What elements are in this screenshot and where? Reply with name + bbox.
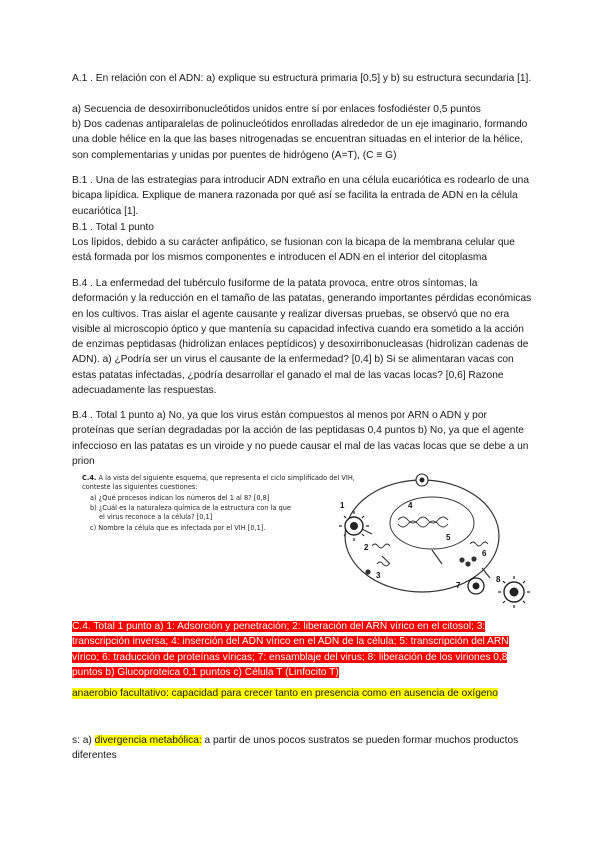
answer-c4 [72, 619, 532, 680]
virus-top-icon [416, 474, 428, 486]
step-label-7: 7 [456, 581, 461, 590]
definition-anaerobio-highlight: anaerobio facultativo: capacidad para crecer tanto en presencia como en ausencia de oxígeno [72, 688, 498, 699]
figure-question-c: c) Nombre la célula que es infectada por el VIH [0,1]. [90, 524, 266, 532]
host-dna-icon [398, 517, 448, 523]
step-label-3: 3 [376, 571, 381, 580]
virus-budding-icon [468, 578, 484, 594]
question-b1: B.1 . Una de las estrategias para introducir ADN extraño en una célula eucariótica es rodearlo de una bicapa lipídica. Explique de manera razonada por qué así se facilita la entrada de ADN en la célula eucariótica [1]. [72, 175, 530, 217]
hiv-cycle-diagram [72, 468, 532, 614]
virus-entering-icon [339, 511, 369, 541]
figure-question-b2: el virus reconoce a la célula? [0,1] [99, 513, 213, 521]
step-label-1: 1 [340, 501, 345, 510]
step-label-8: 8 [496, 575, 501, 584]
definition-divergencia-text: a partir de unos pocos sustratos se pueden formar muchos productos diferentes [72, 735, 519, 762]
answer-b1-total: B.1 . Total 1 punto [72, 222, 154, 233]
definition-divergencia-prefix: s: a) [72, 735, 95, 746]
step-label-6: 6 [482, 549, 487, 558]
step-label-4: 4 [408, 501, 413, 510]
question-b4: B.4 . La enfermedad del tubérculo fusiforme de la patata provoca, entre otros síntomas, la deformación y la reducción en el tamaño de las patatas, generando importantes pérdidas económicas en los cultivos. Tras aislar el agente causante y realizar diversas pruebas, se observó que no era visible al microscopio óptico y que mantenía su capacidad infectiva cuando era sometido a la acción de enzimas peptidasas (hidrolizan enlaces peptídicos) y desoxirribonucleasas (hidrolizan cadenas de ADN). a) ¿Podría ser un virus el causante de la enfermedad? [0,4] b) Si se alimentaran vacas con estas patatas infectadas, ¿podría desarrollar el ganado el mal de las vacas locas? [0,6] Razone adecuadamente las respuestas. [72, 278, 532, 397]
definition-divergencia-term: divergencia metabólica: [94, 735, 202, 746]
answer-b4: B.4 . Total 1 punto a) No, ya que los virus están compuestos al menos por ARN o ADN y por proteínas que serían degradadas por la acción de las peptidasas 0,4 puntos b) No, ya que el agente infeccioso en las patatas es un viroide y no puede causar el mal de las vacas locas que se debe a un prion [72, 410, 529, 467]
figure-question-a: a) ¿Qué procesos indican los números del 1 al 8? [0,8] [90, 494, 270, 502]
definition-anaerobio [72, 686, 532, 701]
answer-a1-a: a) Secuencia de desoxirribonucleótidos unidos entre sí por enlaces fosfodiéster 0,5 puntos [72, 104, 481, 115]
figure-intro-text: A la vista del siguiente esquema, que representa el ciclo simplificado del VIH, conteste las siguientes cuestiones: [82, 474, 355, 491]
virus-released-icon [498, 576, 530, 608]
step-label-5: 5 [446, 533, 451, 542]
figure-question-b1: b) ¿Cuál es la naturaleza química de la estructura con la que [90, 504, 291, 512]
cell-membrane [345, 480, 499, 592]
definition-divergencia [72, 733, 532, 764]
answer-c4-highlight: C.4. Total 1 punto a) 1: Adsorción y penetración; 2: liberación del ARN vírico en el citosol; 3: transcripción inversa; 4: inserción del ADN vírico en el ADN de la célula; 5: transcripción del ARN vírico; 6: traducción de proteínas víricas; 7: ensamblaje del virus; 8: liberación de los viriones 0,8 puntos b) Glucoproteica 0,1 puntos c) Célula T (Linfocito T) [72, 621, 509, 678]
figure-heading: C.4. [82, 474, 97, 482]
step-label-2: 2 [364, 543, 369, 552]
viral-rna-icon [372, 544, 390, 548]
question-a1: A.1 . En relación con el ADN: a) explique su estructura primaria [0,5] y b) su estructura secundaria [1]. [72, 73, 532, 84]
answer-b1: Los lípidos, debido a su carácter anfipático, se fusionan con la bicapa de la membrana celular que está formada por los mismos componentes e introducen el ADN en el interior del citoplasma [72, 237, 515, 264]
answer-a1-b: b) Dos cadenas antiparalelas de polinucleótidos enrolladas alrededor de un eje imaginario, formando una doble hélice en la que las bases nitrogenadas se encuentran situadas en el interior de la hélice, son complementarias y unidas por puentes de hidrógeno (A=T), (C ≡ G) [72, 119, 528, 161]
hiv-cycle-figure [72, 468, 532, 614]
